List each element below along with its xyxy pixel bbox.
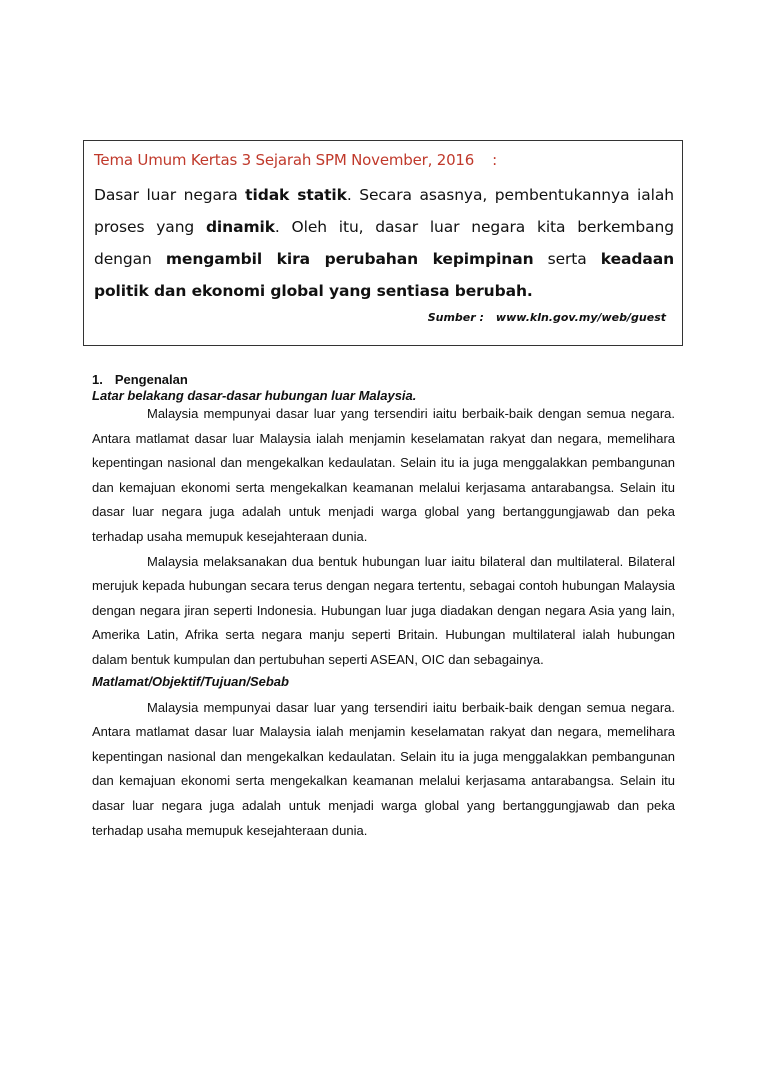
document-content bbox=[92, 372, 675, 843]
theme-title: Tema Umum Kertas 3 Sejarah SPM November, 2016 bbox=[94, 151, 475, 169]
section-heading bbox=[92, 372, 675, 388]
theme-body-bold-segment: keadaan politik dan ekonomi global yang sentiasa berubah. bbox=[94, 250, 675, 300]
source-line bbox=[94, 311, 674, 324]
theme-body-bold-segment: dinamik bbox=[205, 218, 275, 236]
intro-paragraph-1: Malaysia mempunyai dasar luar yang tersendiri iaitu berbaik-baik dengan semua negara. Antara matlamat dasar luar Malaysia ialah menjamin keselamatan rakyat dan negara, memelihara kepentingan nasional dan mengekalkan kedaulatan. Selain itu ia juga menggalakkan pembangunan dan kemajuan ekonomi serta mengekalkan keamanan melalui kerjasama antarabangsa. Selain itu dasar luar negara juga adalah untuk menjadi warga global yang bertanggungjawab dan peka terhadap usaha memupuk kesejahteraan dunia. bbox=[92, 406, 675, 544]
theme-body bbox=[94, 179, 674, 307]
theme-body-segment: . Oleh itu, dasar luar negara kita berkembang dengan bbox=[94, 218, 675, 268]
theme-title-colon: : bbox=[492, 151, 497, 169]
theme-body-bold-segment: mengambil kira perubahan kepimpinan bbox=[165, 250, 534, 268]
intro-paragraph-2: Malaysia melaksanakan dua bentuk hubungan luar iaitu bilateral dan multilateral. Bilateral merujuk kepada hubungan secara terus dengan negara tertentu, sebagai contoh hubungan Malaysia dengan negara jiran seperti Indonesia. Hubungan luar juga diadakan dengan negara Asia yang lain, Amerika Latin, Afrika serta negara manju seperti Britain. Hubungan multilateral ialah hubungan dalam bentuk kumpulan dan pertubuhan seperti ASEAN, OIC dan sebagainya. bbox=[92, 553, 675, 667]
theme-body-segment: . Secara asasnya, pembentukannya ialah proses yang bbox=[94, 186, 674, 236]
theme-title-line bbox=[94, 149, 674, 171]
theme-body-bold-segment: tidak statik bbox=[245, 186, 347, 204]
section-subheading: Latar belakang dasar-dasar hubungan luar Malaysia. bbox=[92, 388, 417, 403]
objective-heading: Matlamat/Objektif/Tujuan/Sebab bbox=[92, 673, 289, 689]
source-url: www.kln.gov.my/web/guest bbox=[495, 311, 666, 324]
section-title: Pengenalan bbox=[114, 372, 188, 387]
section-number: 1. bbox=[92, 372, 103, 387]
source-label: Sumber : bbox=[427, 311, 484, 324]
objective-paragraph: Malaysia mempunyai dasar luar yang tersendiri iaitu berbaik-baik dengan semua negara. Antara matlamat dasar luar Malaysia ialah menjamin keselamatan rakyat dan negara, memelihara kepentingan nasional dan mengekalkan kedaulatan. Selain itu ia juga menggalakkan pembangunan dan kemajuan ekonomi serta mengekalkan keamanan melalui kerjasama antarabangsa. Selain itu dasar luar negara juga adalah untuk menjadi warga global yang bertanggungjawab dan peka terhadap usaha memupuk kesejahteraan dunia. bbox=[92, 699, 675, 838]
theme-box bbox=[83, 140, 683, 346]
theme-body-segment: serta bbox=[533, 250, 601, 268]
theme-body-segment: Dasar luar negara bbox=[94, 186, 246, 204]
